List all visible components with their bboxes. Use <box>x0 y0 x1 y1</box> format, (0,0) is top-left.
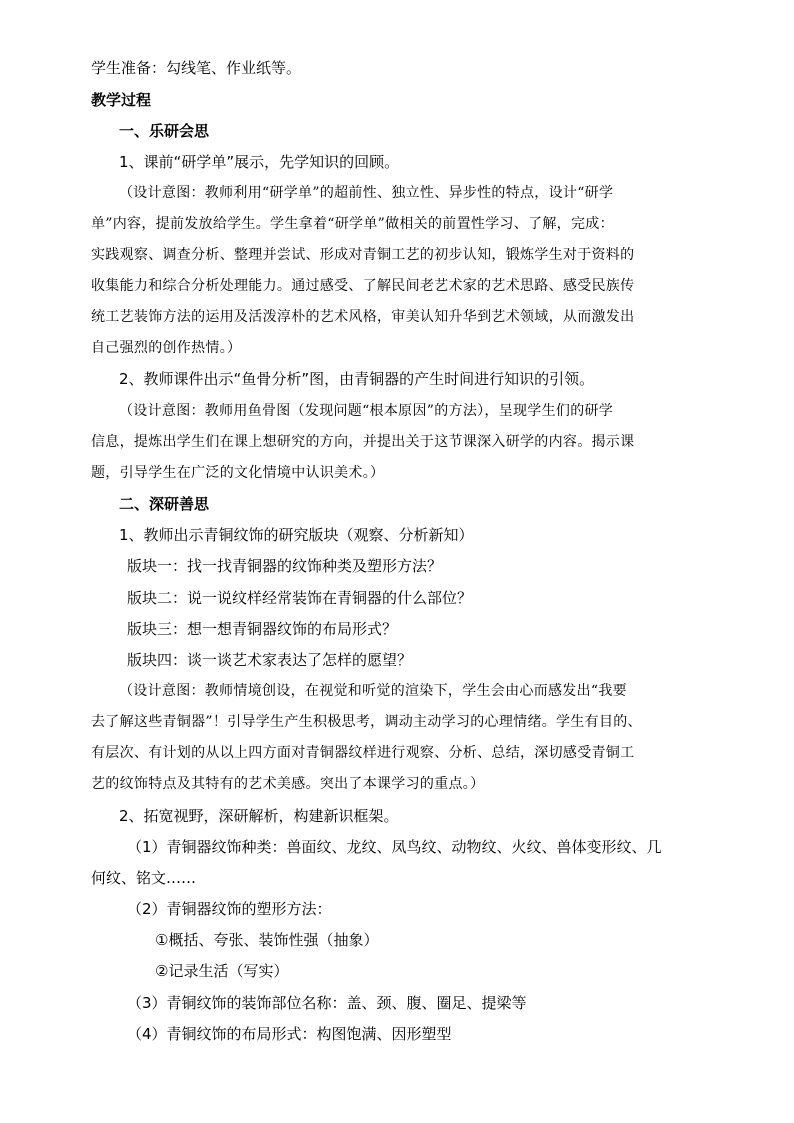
design-note-3-line: 有层次、有计划的从以上四方面对青铜器纹样进行观察、分析、总结，深切感受青铜工 <box>91 745 635 761</box>
section-1-item-1: 1、课前“研学单”展示，先学知识的回顾。 <box>119 153 400 171</box>
design-note-1-line: 自己强烈的创作热情。） <box>91 340 242 356</box>
section-2-item-2: 2、拓宽视野，深研解析，构建新识框架。 <box>119 807 399 825</box>
framework-point-1-cont: 何纹、铭文…… <box>91 869 197 887</box>
framework-point-1: （1）青铜器纹饰种类：兽面纹、龙纹、凤鸟纹、动物纹、火纹、兽体变形纹、几 <box>127 838 662 856</box>
design-note-2-line: 题，引导学生在广泛的文化情境中认识美术。） <box>91 465 385 481</box>
framework-point-4: （4）青铜纹饰的布局形式：构图饱满、因形塑型 <box>127 1025 452 1043</box>
design-note-3-line: 去了解这些青铜器”！引导学生产生积极思考，调动主动学习的心理情绪。学生有目的、 <box>91 714 642 730</box>
design-note-1-line: 统工艺装饰方法的运用及活泼淳朴的艺术风格，审美认知升华到艺术领域，从而激发出 <box>91 309 635 325</box>
framework-point-2b: ②记录生活（写实） <box>155 962 289 980</box>
section-1-item-2: 2、教师课件出示“鱼骨分析”图，由青铜器的产生时间进行知识的引领。 <box>119 370 595 388</box>
section-2-heading: 二、深研善思 <box>119 495 210 513</box>
design-note-1-line: 收集能力和综合分析处理能力。通过感受、了解民间老艺术家的艺术思路、感受民族传 <box>91 278 635 294</box>
study-block: 版块二：说一说纹样经常装饰在青铜器的什么部位？ <box>127 589 473 607</box>
framework-point-3: （3）青铜纹饰的装饰部位名称：盖、颈、腹、圈足、提梁等 <box>127 994 527 1012</box>
section-1-heading: 一、乐研会思 <box>119 122 210 140</box>
design-note-1-line: （设计意图：教师利用“研学单”的超前性、独立性、异步性的特点，设计“研学 <box>119 185 614 201</box>
process-heading: 教学过程 <box>91 91 152 109</box>
design-note-1-line: 单”内容，提前发放给学生。学生拿着“研学单”做相关的前置性学习、了解，完成： <box>91 216 614 232</box>
study-block: 版块四：谈一谈艺术家表达了怎样的愿望？ <box>127 651 413 669</box>
design-note-2-line: 信息，提炼出学生们在课上想研究的方向，并提出关于这节课深入研学的内容。揭示课 <box>91 434 635 450</box>
section-2-item-1: 1、教师出示青铜纹饰的研究版块（观察、分析新知） <box>119 526 474 544</box>
design-note-3-line: 艺的纹饰特点及其特有的艺术美感。突出了本课学习的重点。） <box>91 776 485 792</box>
design-note-1-line: 实践观察、调查分析、整理并尝试、形成对青铜工艺的初步认知，锻炼学生对于资料的 <box>91 247 635 263</box>
prep-line: 学生准备：勾线笔、作业纸等。 <box>91 59 302 77</box>
study-block: 版块一：找一找青铜器的纹饰种类及塑形方法？ <box>127 557 443 575</box>
study-block: 版块三：想一想青铜器纹饰的布局形式？ <box>127 620 398 638</box>
design-note-2-line: （设计意图：教师用鱼骨图（发现问题“根本原因”的方法），呈现学生们的研学 <box>119 403 614 419</box>
framework-point-2a: ①概括、夸张、装饰性强（抽象） <box>155 931 379 949</box>
design-note-3-line: （设计意图：教师情境创设，在视觉和听觉的渲染下，学生会由心而感发出“我要 <box>119 683 627 699</box>
framework-point-2: （2）青铜器纹饰的塑形方法： <box>127 900 332 918</box>
